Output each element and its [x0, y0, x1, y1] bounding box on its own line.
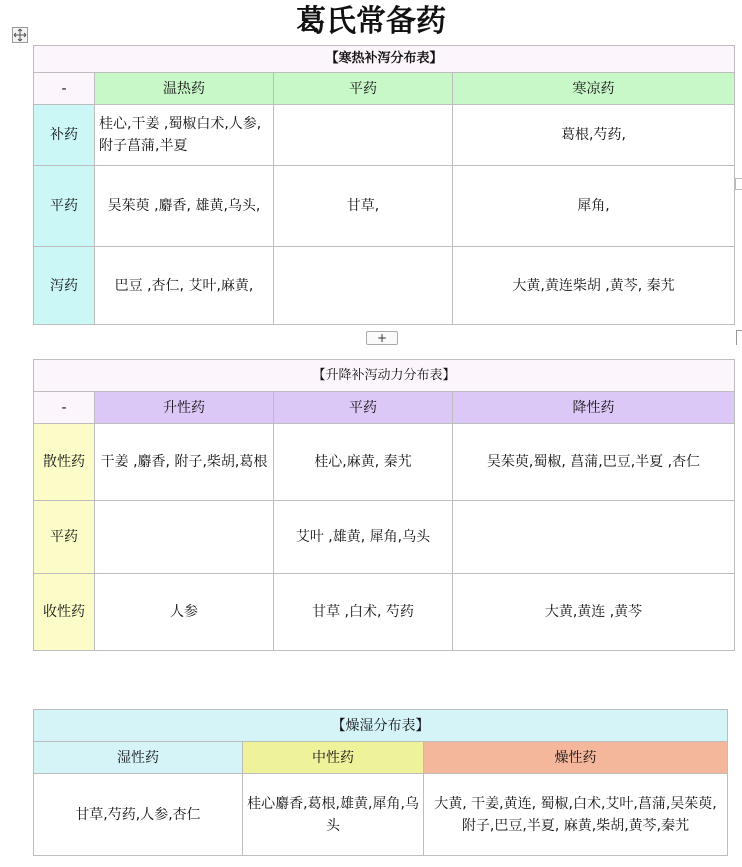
- header-cell: 平药: [274, 392, 453, 424]
- header-cell: -: [34, 392, 95, 424]
- table-row: [34, 247, 735, 325]
- add-row-button[interactable]: +: [366, 331, 398, 345]
- header-cell: -: [34, 73, 95, 105]
- table-cell[interactable]: 犀角,: [453, 166, 735, 247]
- table-cell[interactable]: 甘草 ,白术, 芍药: [274, 574, 453, 651]
- row-label: 散性药: [34, 424, 95, 501]
- table-cell[interactable]: [453, 501, 735, 574]
- table-row: [34, 166, 735, 247]
- table-cell[interactable]: 桂心,干姜 ,蜀椒白术,人参,附子菖蒲,半夏: [95, 105, 274, 166]
- header-cell: 降性药: [453, 392, 735, 424]
- table-caption: 【燥湿分布表】: [34, 710, 728, 742]
- table-row: [34, 774, 728, 856]
- table-row: [34, 574, 735, 651]
- table-cell[interactable]: 人参: [95, 574, 274, 651]
- row-label: 泻药: [34, 247, 95, 325]
- table-cell[interactable]: 巴豆 ,杏仁, 艾叶,麻黄,: [95, 247, 274, 325]
- table-cell[interactable]: [274, 247, 453, 325]
- table-caption: 【升降补泻动力分布表】: [34, 360, 735, 392]
- header-cell: 升性药: [95, 392, 274, 424]
- table-cell[interactable]: 甘草,: [274, 166, 453, 247]
- table-cell[interactable]: 桂心麝香,葛根,雄黄,犀角,乌头: [243, 774, 424, 856]
- table-cell[interactable]: 吴茱萸 ,麝香, 雄黄,乌头,: [95, 166, 274, 247]
- row-label: 平药: [34, 166, 95, 247]
- table-cell[interactable]: 大黄, 干姜,黄连, 蜀椒,白术,艾叶,菖蒲,吴茱萸,附子,巴豆,半夏, 麻黄,柴胡,黄芩,秦艽: [424, 774, 728, 856]
- header-cell: 燥性药: [424, 742, 728, 774]
- header-cell: 中性药: [243, 742, 424, 774]
- header-cell: 寒凉药: [453, 73, 735, 105]
- header-cell: 平药: [274, 73, 453, 105]
- table-cell[interactable]: 吴茱萸,蜀椒, 菖蒲,巴豆,半夏 ,杏仁: [453, 424, 735, 501]
- header-cell: 温热药: [95, 73, 274, 105]
- cold-heat-table: [33, 45, 735, 325]
- table-cell[interactable]: [95, 501, 274, 574]
- table-caption: 【寒热补泻分布表】: [34, 46, 735, 73]
- table-row: [34, 424, 735, 501]
- row-label: 补药: [34, 105, 95, 166]
- table-cell[interactable]: 大黄,黄连柴胡 ,黄芩, 秦艽: [453, 247, 735, 325]
- move-handle-icon[interactable]: [12, 27, 28, 43]
- dry-damp-table: [33, 709, 728, 856]
- table-cell[interactable]: 葛根,芍药,: [453, 105, 735, 166]
- header-cell: 湿性药: [34, 742, 243, 774]
- table-cell[interactable]: 桂心,麻黄, 秦艽: [274, 424, 453, 501]
- edge-marker: [735, 178, 742, 190]
- table-row: [34, 105, 735, 166]
- table-row: [34, 501, 735, 574]
- table-cell[interactable]: [274, 105, 453, 166]
- resize-corner-icon[interactable]: [736, 330, 742, 345]
- rise-fall-table: [33, 359, 735, 651]
- table-cell[interactable]: 干姜 ,麝香, 附子,柴胡,葛根: [95, 424, 274, 501]
- page-title: 葛氏常备药: [296, 4, 446, 39]
- table-cell[interactable]: 甘草,芍药,人参,杏仁: [34, 774, 243, 856]
- row-label: 平药: [34, 501, 95, 574]
- table-cell[interactable]: 大黄,黄连 ,黄芩: [453, 574, 735, 651]
- row-label: 收性药: [34, 574, 95, 651]
- table-cell[interactable]: 艾叶 ,雄黄, 犀角,乌头: [274, 501, 453, 574]
